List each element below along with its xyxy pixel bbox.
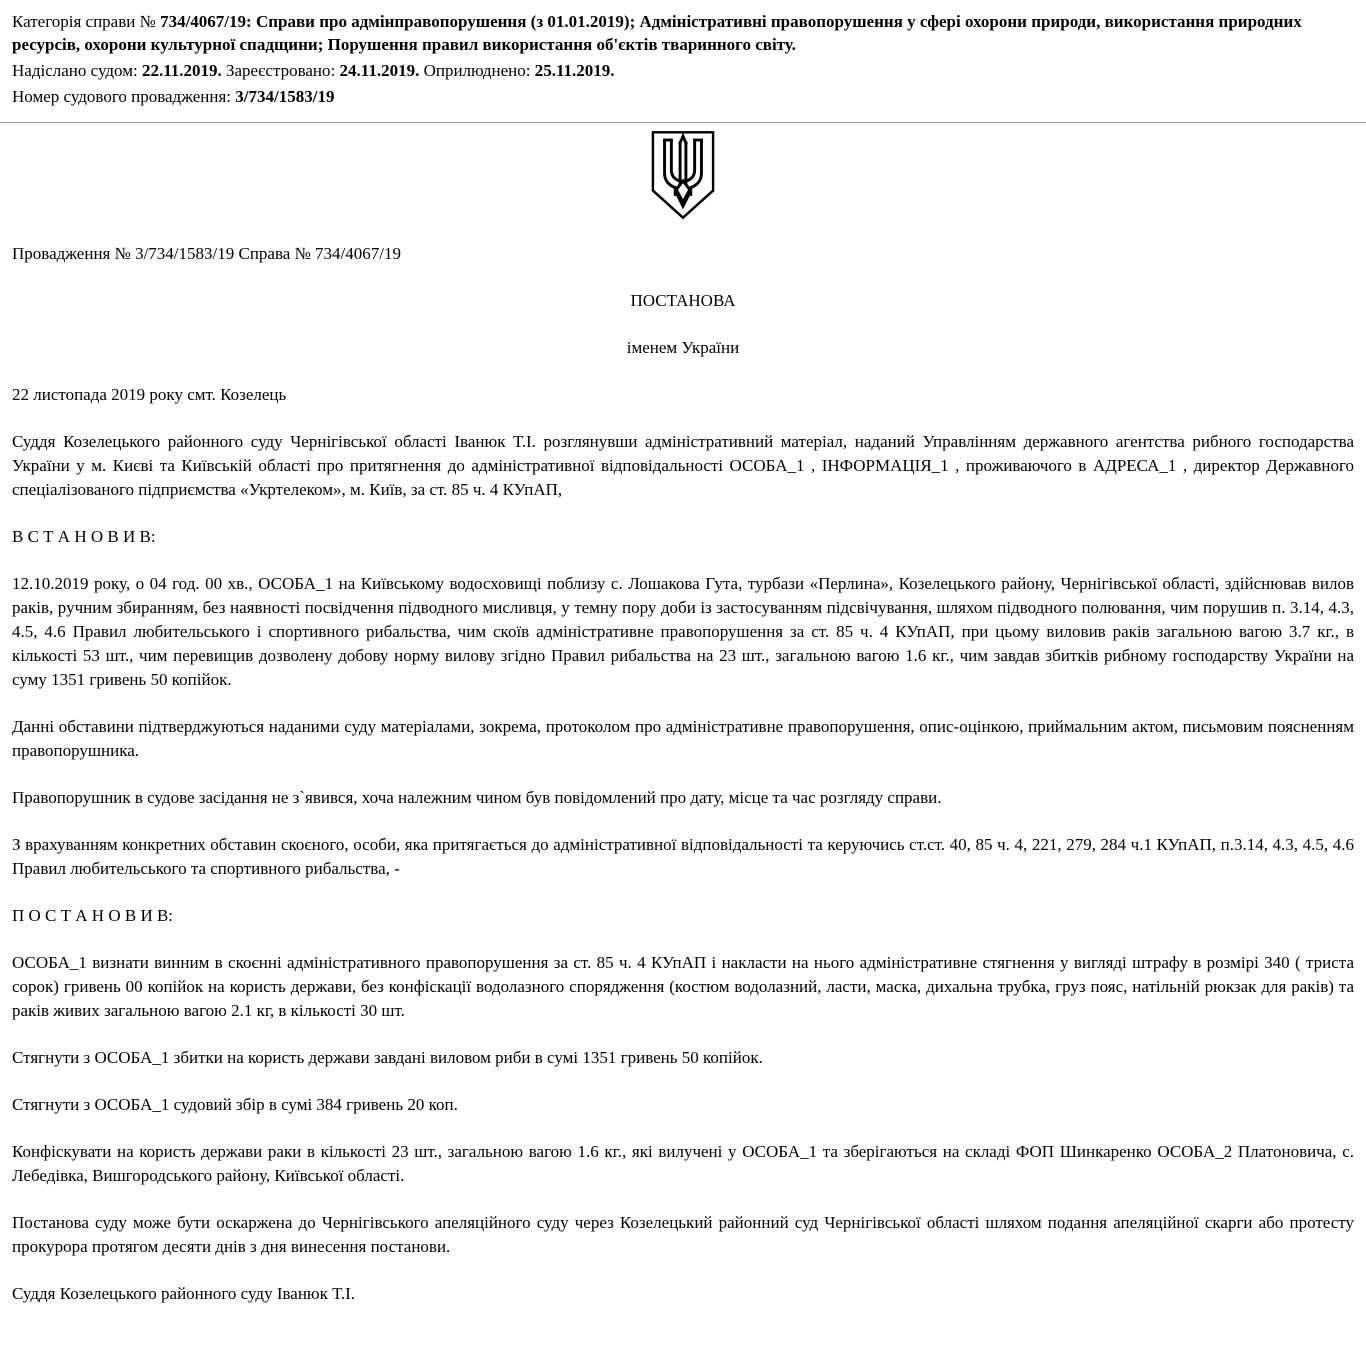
dates-line [12, 59, 1354, 82]
established-paragraph-3: Правопорушник в судове засідання не з`явився, хоча належним чином був повідомлений про дату, місце та час розгляду справи. [12, 788, 942, 807]
resolved-paragraph-4: Конфіскувати на користь держави раки в кількості 23 шт., загальною вагою 1.6 кг., які вилучені у ОСОБА_1 та зберігаються на складі ФОП Шинкаренко ОСОБА_2 Платоновича, с. Лебедівка, Вишгородського району, Київської області. [12, 1142, 1354, 1185]
proceeding-case-line: Провадження № 3/734/1583/19 Справа № 734/4067/19 [12, 244, 401, 263]
established-paragraph-2: Данні обставини підтверджуються наданими суду матеріалами, зокрема, протоколом про адміністративне правопорушення, опис-оцінкою, приймальним актом, письмовим поясненням правопорушника. [12, 717, 1354, 760]
established-heading: В С Т А Н О В И В: [12, 527, 156, 546]
registered-label: Зареєстровано: [226, 61, 336, 80]
established-paragraph-1: 12.10.2019 року, о 04 год. 00 хв., ОСОБА_1 на Київському водосховищі поблизу с. Лошакова Гута, турбази «Перлина», Козелецького району, Чернігівської області, здійснював вилов раків, ручним збиранням, без наявності посвідчення підводного мисливця, у темну пору доби із застосуванням підсвічування, шляхом підводного полювання, чим порушив п. 3.14, 4.3, 4.5, 4.6 Правил любительського і спортивного рибальства, чим скоїв адміністративне правопорушення за ст. 85 ч. 4 КУпАП, при цьому виловив раків загальною вагою 3.7 кг., в кількості 53 шт., чим перевищив дозволену добову норму вилову згідно Правил рибальства на 23 шт., загальною вагою 1.6 кг., чим завдав збитків рибному господарству України на суму 1351 гривень 50 копійок. [12, 574, 1354, 689]
sent-label: Надіслано судом: [12, 61, 138, 80]
judge-line: Суддя Козелецького районного суду Іванюк Т.І. [12, 1284, 355, 1303]
case-category-label: Категорія справи № [12, 12, 156, 31]
registered-date: 24.11.2019. [339, 61, 420, 80]
proceeding-number-line [12, 85, 1354, 108]
header-divider [0, 122, 1366, 123]
established-paragraph-4: З врахуванням конкретних обставин скоєного, особи, яка притягається до адміністративної відповідальності та керуючись ст.ст. 40, 85 ч. 4, 221, 279, 284 ч.1 КУпАП, п.3.14, 4.3, 4.5, 4.6 Правил любительського та спортивного рибальства, - [12, 835, 1354, 878]
date-place-line: 22 листопада 2019 року смт. Козелець [12, 385, 287, 404]
document-subtitle: іменем України [626, 338, 740, 357]
case-number: 734/4067/19 [160, 12, 247, 31]
ukraine-coat-of-arms-icon [650, 130, 716, 220]
resolved-paragraph-2: Стягнути з ОСОБА_1 збитки на користь держави завдані виловом риби в сумі 1351 гривень 50 копійок. [12, 1048, 763, 1067]
registry-header [12, 10, 1354, 108]
resolved-paragraph-1: ОСОБА_1 визнати винним в скоєнні адміністративного правопорушення за ст. 85 ч. 4 КУпАП і накласти на нього адміністративне стягнення у вигляді штрафу в розмірі 340 ( триста сорок) гривень 00 копійок на користь держави, без конфіскації водолазного спорядження (костюм водолазний, ласти, маска, дихальна трубка, груз пояс, натільній рюкзак для раків) та раків живих загальною вагою 2.1 кг, в кількості 30 шт. [12, 953, 1354, 1020]
published-date: 25.11.2019. [534, 61, 615, 80]
document-title: ПОСТАНОВА [630, 291, 736, 310]
proceeding-number: 3/734/1583/19 [235, 87, 335, 106]
proceeding-label: Номер судового провадження: [12, 87, 232, 106]
case-category-line [12, 10, 1354, 56]
published-label: Оприлюднено: [423, 61, 531, 80]
appeal-paragraph: Постанова суду може бути оскаржена до Чернігівського апеляційного суду через Козелецький районний суд Чернігівської області шляхом подання апеляційної скарги або протесту прокурора протягом десяти днів з дня винесення постанови. [12, 1213, 1354, 1256]
emblem-container [12, 130, 1354, 226]
case-category-text: : Справи про адмінправопорушення (з 01.01.2019); Адміністративні правопорушення у сфері охорони природи, використання природних ресурсів, охорони культурної спадщини; Порушення правил використання об'єктів тваринного світу. [12, 12, 1302, 54]
resolved-paragraph-3: Стягнути з ОСОБА_1 судовий збір в сумі 384 гривень 20 коп. [12, 1095, 458, 1114]
sent-date: 22.11.2019. [141, 61, 222, 80]
intro-paragraph: Суддя Козелецького районного суду Чернігівської області Іванюк Т.І. розглянувши адміністративний матеріал, наданий Управлінням державного агентства рибного господарства України у м. Києві та Київській області про притягнення до адміністративної відповідальності ОСОБА_1 , ІНФОРМАЦІЯ_1 , проживаючого в АДРЕСА_1 , директор Державного спеціалізованого підприємства «Укртелеком», м. Київ, за ст. 85 ч. 4 КУпАП, [12, 432, 1354, 499]
decision-body [12, 130, 1354, 1306]
resolved-heading: П О С Т А Н О В И В: [12, 906, 174, 925]
